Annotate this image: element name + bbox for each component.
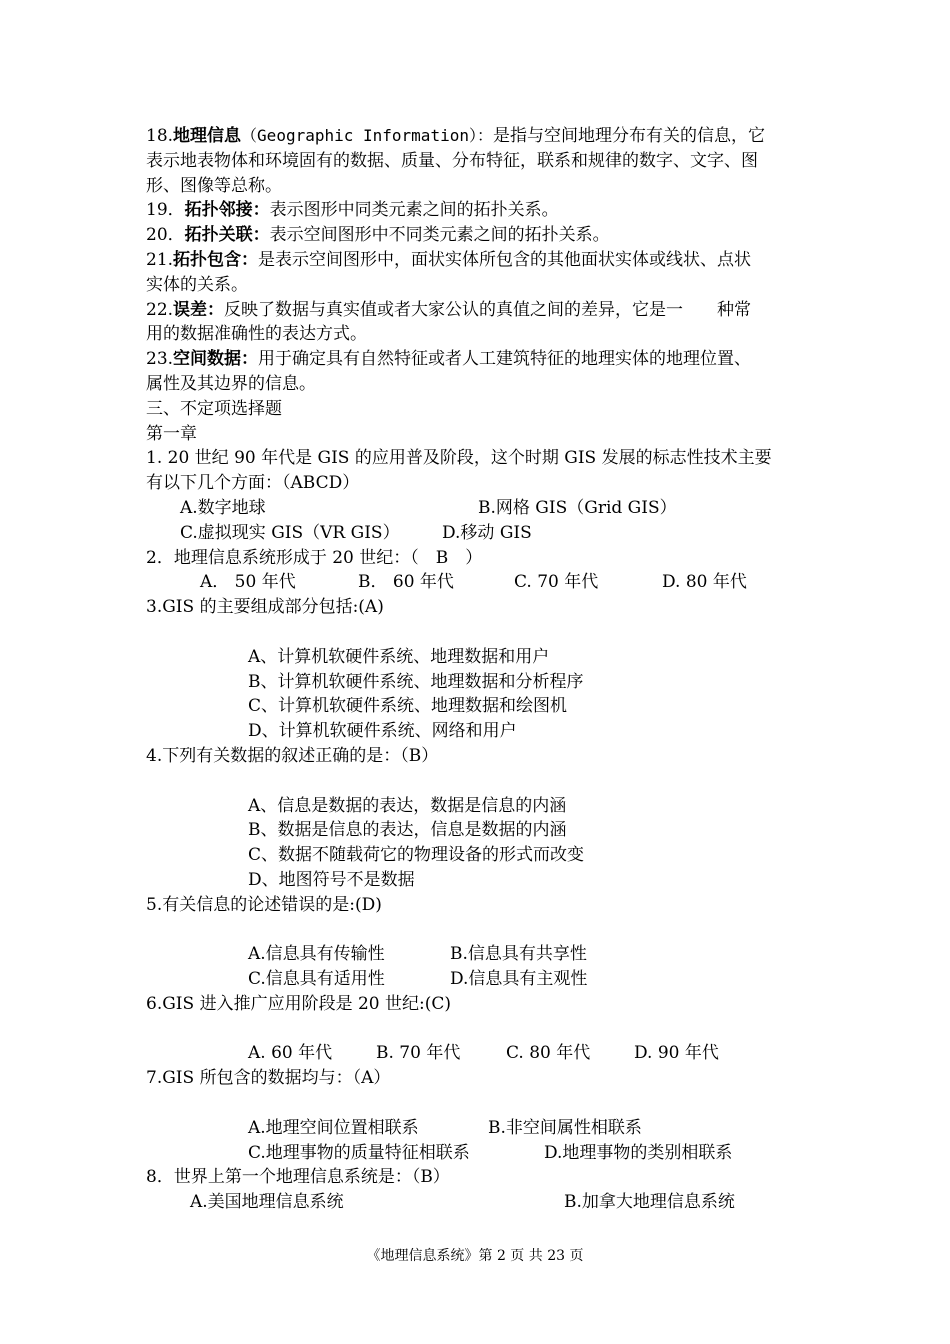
option-a: A.地理空间位置相联系 [248,1117,419,1138]
option-b: B． 60 年代 [358,572,454,593]
spacer [146,1017,826,1042]
option-d: D.地理事物的类别相联系 [544,1142,733,1163]
question-3-option-a [146,645,826,670]
spacer [146,1091,826,1116]
option-a: A.信息具有传输性 [248,944,385,965]
option-c: C、数据不随载荷它的物理设备的形式而改变 [248,845,585,866]
option-b: B.信息具有共享性 [450,944,587,965]
question-4-option-a [146,794,826,819]
question-1-line-1: 1. 20 世纪 90 年代是 GIS 的应用普及阶段，这个时期 GIS 发展的标志性技术主要 [146,448,772,469]
option-c: C.虚拟现实 GIS（VR GIS） [180,522,400,543]
question-3-option-b [146,670,826,695]
definition-text: 表示图形中同类元素之间的拓扑关系。 [269,200,559,221]
option-c: C. 80 年代 [506,1043,591,1064]
option-d: D. 90 年代 [634,1043,719,1064]
definition-number: 19． [146,200,185,221]
definition-22-line-2: 用的数据准确性的表达方式。 [146,324,367,345]
option-c: C.信息具有适用性 [248,969,385,990]
page-footer: 《地理信息系统》第 2 页 共 23 页 [366,1248,584,1264]
question-5-options-row-1 [146,942,826,967]
option-b: B、计算机软硬件系统、地理数据和分析程序 [248,671,584,692]
option-c: C. 70 年代 [514,572,599,593]
option-b: B. 70 年代 [376,1043,461,1064]
definition-21-line-1 [146,248,826,273]
option-b: B.网格 GIS（Grid GIS） [478,497,677,518]
definition-text: 反映了数据与真实值或者大家公认的真值之间的差异，它是一 种常 [224,299,752,320]
definition-term: 空间数据： [173,349,259,370]
question-8: 8．世界上第一个地理信息系统是：（B） [146,1167,450,1188]
chapter-title: 第一章 [146,423,197,444]
definition-term: 拓扑关联： [184,225,270,246]
question-3-option-c [146,694,826,719]
definition-18-line-3: 形、图像等总称。 [146,175,282,196]
spacer [146,769,826,794]
option-a: A.数字地球 [180,497,266,518]
definition-21-line-2: 实体的关系。 [146,274,248,295]
option-b: B.非空间属性相联系 [488,1117,642,1138]
option-d: D、计算机软硬件系统、网络和用户 [248,721,517,742]
definition-text: 用于确定具有自然特征或者人工建筑特征的地理实体的地理位置、 [258,349,752,370]
definition-18-line-1 [146,124,826,149]
question-1-line-2: 有以下几个方面：（ABCD） [146,473,360,494]
section-title: 三、不定项选择题 [146,398,282,419]
option-d: D、地图符号不是数据 [248,869,415,890]
option-a: A、计算机软硬件系统、地理数据和用户 [248,646,550,667]
definition-number: 20． [146,225,185,246]
question-1-options-row-1 [146,496,826,521]
definition-number: 21. [146,249,174,270]
question-7-options-row-2 [146,1141,826,1166]
definition-number: 18. [146,126,174,146]
question-6: 6.GIS 进入推广应用阶段是 20 世纪:(C) [146,993,452,1014]
definition-20 [146,223,826,248]
definition-term: 拓扑包含： [173,249,259,270]
question-5: 5.有关信息的论述错误的是:(D) [146,894,382,915]
question-6-options [146,1041,826,1066]
option-a: A. 60 年代 [248,1043,333,1064]
question-7-options-row-1 [146,1116,826,1141]
definition-term: 地理信息 [173,126,242,146]
option-a: A.美国地理信息系统 [190,1192,344,1213]
option-d: D.移动 GIS [442,522,532,543]
definition-text: 是表示空间图形中，面状实体所包含的其他面状实体或线状、点状 [258,249,752,270]
definition-term: 拓扑邻接： [184,200,270,221]
definition-number: 23. [146,349,174,370]
definition-term: 误差： [173,299,225,320]
definition-term-english: （Geographic Information）： [241,126,493,145]
option-c: C、计算机软硬件系统、地理数据和绘图机 [248,696,568,717]
question-8-options [146,1190,826,1215]
option-c: C.地理事物的质量特征相联系 [248,1142,470,1163]
spacer [146,918,826,943]
question-4-option-c [146,843,826,868]
question-7: 7.GIS 所包含的数据均与：（A） [146,1068,391,1089]
question-2: 2．地理信息系统形成于 20 世纪：（ B ） [146,547,483,568]
definition-22-line-1 [146,298,826,323]
page-content [146,124,826,1215]
definition-text: 表示空间图形中不同类元素之间的拓扑关系。 [269,225,610,246]
definition-number: 22. [146,299,174,320]
spacer [146,620,826,645]
definition-23-line-1 [146,347,826,372]
option-d: D.信息具有主观性 [450,969,588,990]
question-3: 3.GIS 的主要组成部分包括:(A) [146,597,384,618]
question-5-options-row-2 [146,967,826,992]
question-4: 4.下列有关数据的叙述正确的是：（B） [146,745,439,766]
question-4-option-b [146,818,826,843]
question-3-option-d [146,719,826,744]
definition-23-line-2: 属性及其边界的信息。 [146,373,316,394]
option-b: B、数据是信息的表达，信息是数据的内涵 [248,820,567,841]
option-a: A、信息是数据的表达，数据是信息的内涵 [248,795,567,816]
question-4-option-d [146,868,826,893]
question-1-options-row-2 [146,521,826,546]
definition-text: 是指与空间地理分布有关的信息，它 [492,126,765,146]
definition-19 [146,198,826,223]
option-d: D. 80 年代 [662,572,747,593]
option-b: B.加拿大地理信息系统 [564,1192,735,1213]
definition-18-line-2: 表示地表物体和环境固有的数据、质量、分布特征，联系和规律的数字、文字、图 [146,150,758,171]
question-2-options [146,570,826,595]
option-a: A． 50 年代 [200,572,296,593]
